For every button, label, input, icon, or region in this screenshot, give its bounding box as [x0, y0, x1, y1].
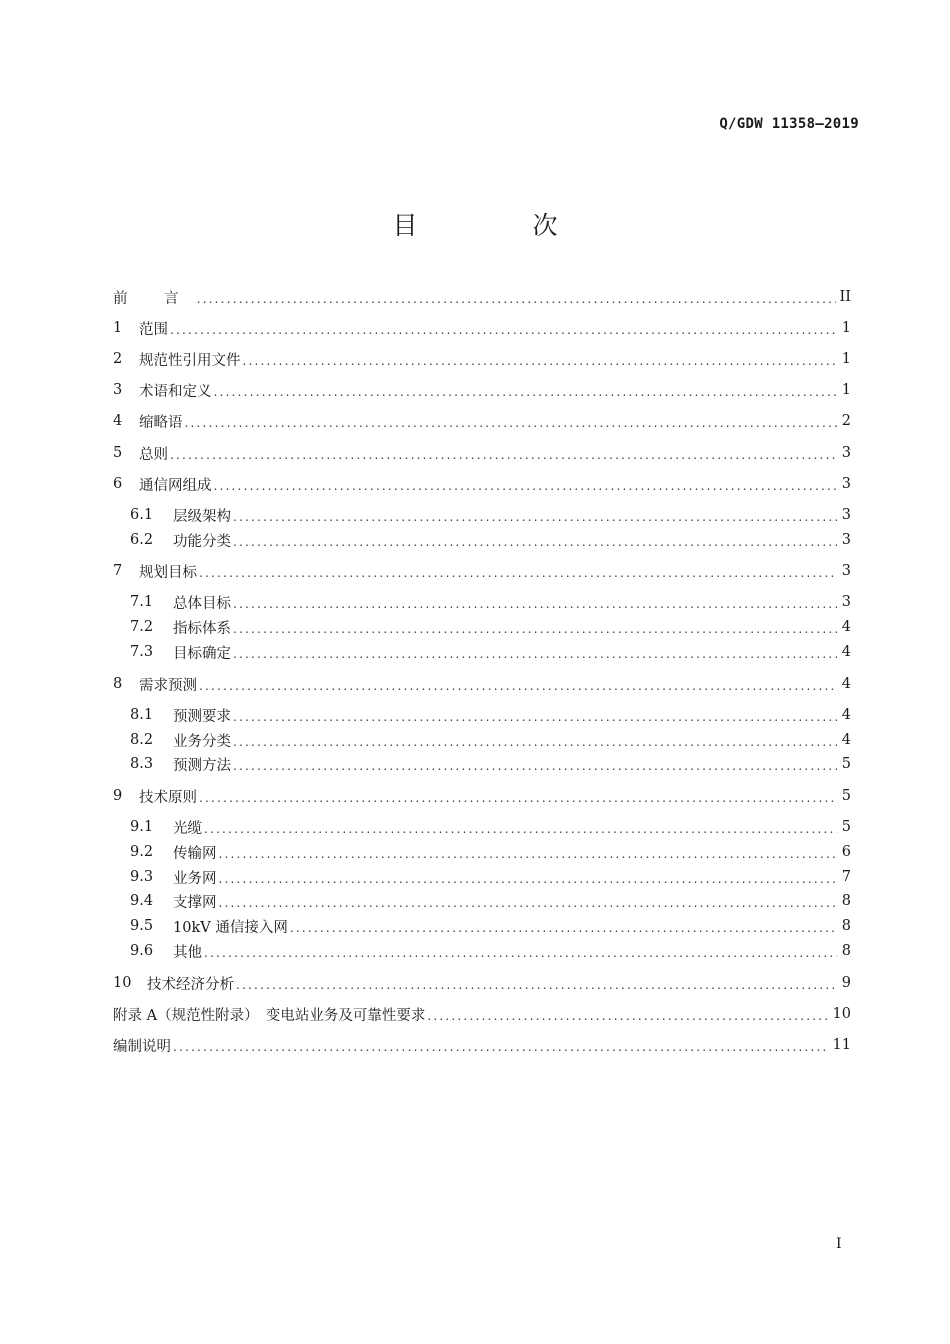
toc-entry-label: 技术原则 — [139, 789, 197, 806]
toc-entry-8[interactable] — [113, 673, 851, 695]
toc-entry-label: 10kV 通信接入网 — [173, 919, 288, 936]
toc-entry-number: 6.2 — [130, 532, 154, 548]
toc-leader-dots — [233, 622, 837, 636]
toc-entry-label: 规划目标 — [139, 564, 197, 581]
toc-entry-4[interactable] — [113, 410, 851, 432]
toc-entry-2[interactable] — [113, 348, 851, 370]
toc-leader-dots — [233, 710, 837, 724]
toc-entry-page: 1 — [841, 382, 851, 398]
toc-leader-dots — [204, 822, 837, 836]
toc-entry-number: 2 — [113, 351, 123, 367]
toc-entry-page: 6 — [841, 844, 851, 860]
toc-entry-label: 总体目标 — [173, 595, 231, 612]
toc-entry-page: 7 — [841, 869, 851, 885]
toc-entry-label: 业务网 — [173, 870, 217, 887]
toc-leader-dots — [173, 1040, 829, 1054]
toc-entry-number: 10 — [113, 975, 132, 991]
toc-leader-dots — [233, 597, 837, 611]
toc-entry-page: 4 — [841, 707, 851, 723]
toc-entry-8-2[interactable] — [130, 729, 851, 751]
toc-entry-number: 1 — [113, 320, 123, 336]
toc-entry-number: 9.6 — [130, 943, 154, 959]
toc-entry-label: 其他 — [173, 944, 202, 961]
toc-entry-label: 编制说明 — [113, 1038, 171, 1055]
toc-entry-label: 支撑网 — [173, 894, 217, 911]
toc-entry-9-1[interactable] — [130, 816, 851, 838]
toc-entry-6-2[interactable] — [130, 529, 851, 551]
toc-entry-label: 前 言 — [113, 290, 195, 307]
toc-entry-label: 规范性引用文件 — [139, 352, 241, 369]
toc-leader-dots — [170, 448, 837, 462]
toc-entry-page: 3 — [841, 563, 851, 579]
toc-leader-dots — [170, 323, 837, 337]
toc-leader-dots — [197, 292, 836, 306]
toc-entry-1[interactable] — [113, 317, 851, 339]
toc-entry-label: 光缆 — [173, 820, 202, 837]
toc-entry-3[interactable] — [113, 379, 851, 401]
toc-entry-number: 8.1 — [130, 707, 154, 723]
page-title: 目 次 — [392, 211, 603, 240]
toc-entry-label: 缩略语 — [139, 414, 183, 431]
toc-entry-page: 4 — [841, 732, 851, 748]
toc-entry-label: 术语和定义 — [139, 383, 212, 400]
toc-entry-page: II — [839, 289, 851, 305]
toc-entry-page: 5 — [841, 788, 851, 804]
toc-entry-page: 3 — [841, 507, 851, 523]
toc-leader-dots — [219, 847, 838, 861]
toc-entry-compilation-notes[interactable] — [113, 1034, 851, 1056]
toc-leader-dots — [199, 566, 837, 580]
toc-entry-label: 预测要求 — [173, 708, 231, 725]
toc-leader-dots — [236, 978, 837, 992]
toc-entry-page: 2 — [841, 413, 851, 429]
toc-entry-10[interactable] — [113, 972, 851, 994]
toc-entry-7-3[interactable] — [130, 641, 851, 663]
toc-entry-9-4[interactable] — [130, 890, 851, 912]
toc-entry-preface[interactable] — [113, 286, 851, 308]
toc-entry-number: 6.1 — [130, 507, 154, 523]
toc-leader-dots — [185, 416, 838, 430]
toc-entry-appendix-a[interactable] — [113, 1003, 851, 1025]
toc-entry-page: 11 — [832, 1037, 851, 1053]
toc-entry-number: 7 — [113, 563, 123, 579]
toc-entry-number: 8 — [113, 676, 123, 692]
toc-leader-dots — [427, 1009, 828, 1023]
toc-entry-5[interactable] — [113, 442, 851, 464]
toc-entry-page: 8 — [841, 893, 851, 909]
toc-entry-number: 9.3 — [130, 869, 154, 885]
toc-entry-page: 9 — [841, 975, 851, 991]
toc-entry-label: 传输网 — [173, 845, 217, 862]
toc-entry-number: 9.1 — [130, 819, 154, 835]
toc-leader-dots — [219, 896, 838, 910]
toc-entry-7-1[interactable] — [130, 591, 851, 613]
toc-entry-7-2[interactable] — [130, 616, 851, 638]
toc-leader-dots — [219, 872, 838, 886]
toc-entry-number: 7.3 — [130, 644, 154, 660]
toc-entry-number: 8.2 — [130, 732, 154, 748]
toc-entry-8-3[interactable] — [130, 753, 851, 775]
toc-entry-page: 4 — [841, 644, 851, 660]
toc-entry-number: 5 — [113, 445, 123, 461]
toc-entry-6[interactable] — [113, 473, 851, 495]
toc-entry-9-5[interactable] — [130, 915, 851, 937]
toc-entry-7[interactable] — [113, 560, 851, 582]
toc-leader-dots — [214, 385, 838, 399]
toc-entry-label: 功能分类 — [173, 533, 231, 550]
toc-leader-dots — [290, 921, 837, 935]
toc-entry-9-6[interactable] — [130, 940, 851, 962]
toc-leader-dots — [204, 946, 837, 960]
toc-entry-number: 8.3 — [130, 756, 154, 772]
toc-entry-label: 范围 — [139, 321, 168, 338]
toc-entry-page: 5 — [841, 819, 851, 835]
toc-entry-number: 9 — [113, 788, 123, 804]
toc-entry-label: 目标确定 — [173, 645, 231, 662]
toc-entry-label: 附录 A（规范性附录） 变电站业务及可靠性要求 — [113, 1007, 426, 1024]
toc-leader-dots — [199, 791, 837, 805]
toc-entry-page: 4 — [841, 619, 851, 635]
toc-entry-label: 技术经济分析 — [147, 976, 234, 993]
toc-entry-label: 需求预测 — [139, 677, 197, 694]
toc-entry-page: 3 — [841, 445, 851, 461]
toc-entry-9-2[interactable] — [130, 841, 851, 863]
toc-leader-dots — [243, 354, 838, 368]
toc-entry-6-1[interactable] — [130, 504, 851, 526]
toc-entry-number: 9.2 — [130, 844, 154, 860]
toc-leader-dots — [233, 510, 837, 524]
toc-entry-page: 10 — [832, 1006, 851, 1022]
toc-entry-page: 8 — [841, 918, 851, 934]
toc-entry-9[interactable] — [113, 785, 851, 807]
toc-leader-dots — [233, 759, 837, 773]
footer-page-number: I — [836, 1236, 842, 1252]
toc-leader-dots — [233, 535, 837, 549]
toc-entry-label: 预测方法 — [173, 757, 231, 774]
toc-entry-label: 通信网组成 — [139, 477, 212, 494]
toc-entry-label: 层级架构 — [173, 508, 231, 525]
toc-entry-8-1[interactable] — [130, 704, 851, 726]
document-code: Q/GDW 11358—2019 — [719, 116, 859, 132]
toc-entry-page: 5 — [841, 756, 851, 772]
toc-entry-number: 9.4 — [130, 893, 154, 909]
toc-leader-dots — [199, 679, 837, 693]
toc-entry-number: 6 — [113, 476, 123, 492]
toc-entry-number: 9.5 — [130, 918, 154, 934]
toc-entry-page: 1 — [841, 351, 851, 367]
toc-leader-dots — [214, 479, 838, 493]
toc-entry-number: 7.2 — [130, 619, 154, 635]
toc-leader-dots — [233, 735, 837, 749]
toc-entry-page: 8 — [841, 943, 851, 959]
toc-leader-dots — [233, 647, 837, 661]
toc-entry-9-3[interactable] — [130, 866, 851, 888]
toc-entry-number: 7.1 — [130, 594, 154, 610]
toc-entry-page: 3 — [841, 476, 851, 492]
toc-entry-page: 3 — [841, 532, 851, 548]
toc-entry-number: 4 — [113, 413, 123, 429]
toc-entry-page: 1 — [841, 320, 851, 336]
toc-entry-label: 业务分类 — [173, 733, 231, 750]
toc-entry-label: 总则 — [139, 446, 168, 463]
toc-entry-label: 指标体系 — [173, 620, 231, 637]
toc-entry-page: 3 — [841, 594, 851, 610]
toc-entry-number: 3 — [113, 382, 123, 398]
toc-entry-page: 4 — [841, 676, 851, 692]
